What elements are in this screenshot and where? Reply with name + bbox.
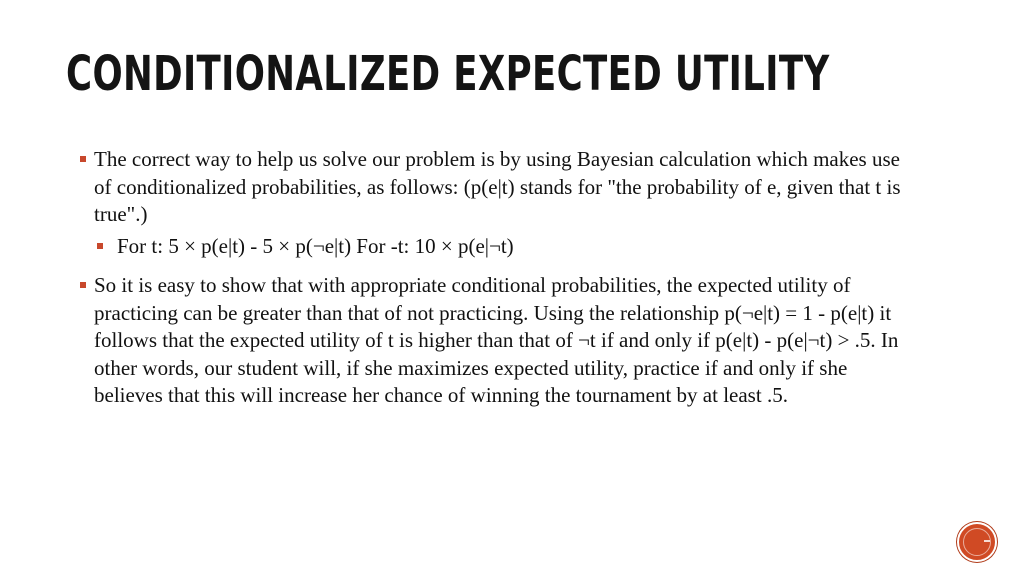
circle-nav-button-icon xyxy=(963,528,991,556)
bullet-text: So it is easy to show that with appropriate conditional probabilities, the expected utility of practicing can be greater than that of not practicing. Using the relationship p(¬e|t) = 1 - p(e|t) it follows that the expected utility of t is higher than that of ¬t if and only if p(e|t) - p(e|¬t) > .5. In other words, our student will, if she maximizes expected utility, practice if and only if she believes that this will increase her chance of winning the tournament by at least .5. xyxy=(94,273,899,407)
sub-bullet-text: For t: 5 × p(e|t) - 5 × p(¬e|t) For -t: 10 × p(e|¬t) xyxy=(117,233,514,258)
slide-nav-button[interactable] xyxy=(957,522,997,562)
slide-content xyxy=(78,146,908,410)
bullet-item xyxy=(78,272,908,410)
square-bullet-icon xyxy=(80,156,86,162)
bullet-text: The correct way to help us solve our problem is by using Bayesian calculation which makes use of conditionalized probabilities, as follows: (p(e|t) stands for "the probability of e, given that t is true".) xyxy=(94,147,901,226)
sub-bullet-list xyxy=(94,233,908,261)
square-bullet-icon xyxy=(80,282,86,288)
nav-mark-icon xyxy=(984,540,990,542)
sub-bullet-item xyxy=(114,233,908,261)
slide-title: CONDITIONALIZED EXPECTED UTILITY xyxy=(66,46,830,102)
square-bullet-icon xyxy=(97,243,103,249)
bullet-item xyxy=(78,146,908,260)
